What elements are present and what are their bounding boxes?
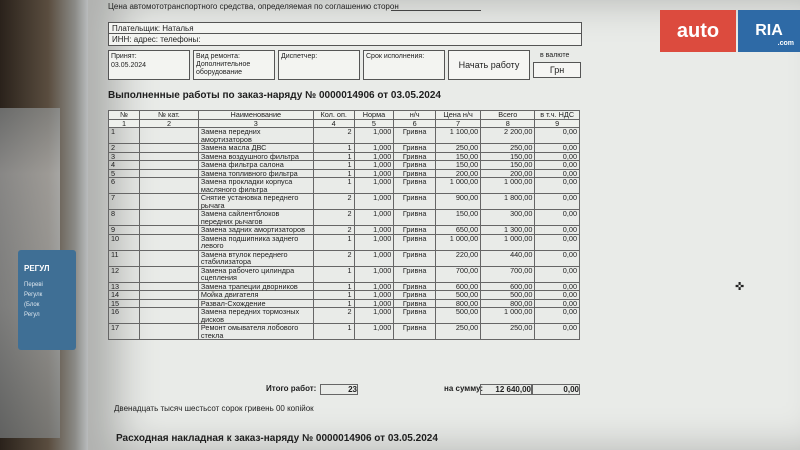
table-cell: Гривна xyxy=(394,178,436,194)
total-qty: 23 xyxy=(320,384,358,395)
table-cell: 1 000,00 xyxy=(481,308,535,324)
inn-text: ИНН: адрес: телефоны: xyxy=(112,35,201,44)
table-cell: Гривна xyxy=(394,324,436,340)
table-cell xyxy=(140,250,199,266)
table-row xyxy=(109,234,580,250)
table-cell: Гривна xyxy=(394,161,436,170)
table-cell xyxy=(140,308,199,324)
table-cell: Гривна xyxy=(394,250,436,266)
table-cell: Гривна xyxy=(394,128,436,144)
table-cell xyxy=(140,169,199,178)
table-cell: 0,00 xyxy=(535,226,580,235)
table-cell: 0,00 xyxy=(535,234,580,250)
deadline-box xyxy=(363,50,445,80)
dispatcher-box xyxy=(278,50,360,80)
table-cell: Замена фильтра салона xyxy=(198,161,313,170)
table-cell: 0,00 xyxy=(535,324,580,340)
table-cell: 800,00 xyxy=(481,299,535,308)
total-label: Итого работ: xyxy=(266,384,317,393)
table-cell xyxy=(140,152,199,161)
table-cell: 0,00 xyxy=(535,266,580,282)
table-cell: 500,00 xyxy=(435,308,480,324)
table-row xyxy=(109,152,580,161)
table-cell: 250,00 xyxy=(481,144,535,153)
table-cell: 900,00 xyxy=(435,194,480,210)
table-row xyxy=(109,128,580,144)
column-header: в т.ч. НДС xyxy=(535,111,580,120)
accepted-box xyxy=(108,50,190,80)
table-cell: 500,00 xyxy=(481,291,535,300)
table-cell xyxy=(140,194,199,210)
table-cell: 1,000 xyxy=(354,250,394,266)
table-row xyxy=(109,291,580,300)
table-cell: 1,000 xyxy=(354,226,394,235)
table-cell: 0,00 xyxy=(535,161,580,170)
table-cell xyxy=(140,210,199,226)
crosshair-cursor-icon: ✜ xyxy=(735,281,745,293)
table-cell: 1 300,00 xyxy=(481,226,535,235)
table-cell: 12 xyxy=(109,266,140,282)
promo-card xyxy=(18,250,76,350)
start-work-button[interactable]: Начать работу xyxy=(448,50,530,80)
table-cell: 2 xyxy=(109,144,140,153)
table-cell: 600,00 xyxy=(435,282,480,291)
table-cell xyxy=(140,144,199,153)
table-cell: 5 xyxy=(109,169,140,178)
table-cell: Гривна xyxy=(394,266,436,282)
table-cell: 1,000 xyxy=(354,128,394,144)
promo-line-1: Переві xyxy=(24,282,43,288)
table-cell: 11 xyxy=(109,250,140,266)
table-cell xyxy=(140,234,199,250)
table-cell: Замена трапеции дворников xyxy=(198,282,313,291)
table-cell: 1 xyxy=(313,266,354,282)
table-cell: 1 000,00 xyxy=(435,178,480,194)
table-cell xyxy=(140,324,199,340)
table-cell: 1,000 xyxy=(354,324,394,340)
table-cell: 200,00 xyxy=(481,169,535,178)
table-cell: 1 000,00 xyxy=(435,234,480,250)
table-cell: 0,00 xyxy=(535,178,580,194)
vat-total: 0,00 xyxy=(532,384,580,395)
table-row xyxy=(109,308,580,324)
table-cell: 1,000 xyxy=(354,299,394,308)
table-cell: 440,00 xyxy=(481,250,535,266)
table-cell: 15 xyxy=(109,299,140,308)
table-cell: 2 xyxy=(313,308,354,324)
table-cell: 0,00 xyxy=(535,144,580,153)
column-number: 8 xyxy=(481,119,535,128)
table-cell: 1,000 xyxy=(354,161,394,170)
currency-label: в валюте xyxy=(540,52,570,59)
sum-value: 12 640,00 xyxy=(480,384,532,395)
table-cell xyxy=(140,266,199,282)
accepted-value: 03.05.2024 xyxy=(111,62,147,69)
table-cell: 1,000 xyxy=(354,144,394,153)
table-cell: Гривна xyxy=(394,169,436,178)
table-cell: 700,00 xyxy=(481,266,535,282)
column-number: 2 xyxy=(140,119,199,128)
table-cell: Гривна xyxy=(394,291,436,300)
table-cell: 150,00 xyxy=(435,152,480,161)
table-row xyxy=(109,250,580,266)
price-line: Цена автомототранспортного средства, определяемая по соглашению сторон xyxy=(108,2,399,11)
column-number: 6 xyxy=(394,119,436,128)
repair-type-value: Дополнительное оборудование xyxy=(196,61,251,76)
table-cell: 1 000,00 xyxy=(481,234,535,250)
table-cell: Замена сайлентблоков передних рычагов xyxy=(198,210,313,226)
payer-text: Плательщик: Наталья xyxy=(112,24,194,33)
table-cell: 1,000 xyxy=(354,152,394,161)
table-cell: 0,00 xyxy=(535,152,580,161)
table-cell: 2 200,00 xyxy=(481,128,535,144)
table-cell: 1,000 xyxy=(354,291,394,300)
table-cell: 2 xyxy=(313,250,354,266)
sum-label: на сумму: xyxy=(444,384,484,393)
table-cell: 1 xyxy=(313,169,354,178)
table-cell: 300,00 xyxy=(481,210,535,226)
table-cell: 2 xyxy=(313,210,354,226)
dispatcher-label: Диспетчер: xyxy=(281,53,318,60)
table-header-row xyxy=(109,111,580,120)
table-cell: 4 xyxy=(109,161,140,170)
table-cell: 8 xyxy=(109,210,140,226)
table-cell: 1,000 xyxy=(354,169,394,178)
table-cell: 1 xyxy=(313,299,354,308)
table-row xyxy=(109,210,580,226)
table-cell: 0,00 xyxy=(535,128,580,144)
table-cell xyxy=(140,128,199,144)
table-cell: Гривна xyxy=(394,194,436,210)
column-number: 5 xyxy=(354,119,394,128)
table-cell: 0,00 xyxy=(535,308,580,324)
logo-auto-text: auto xyxy=(660,10,736,52)
table-cell: Замена воздушного фильтра xyxy=(198,152,313,161)
table-cell: 17 xyxy=(109,324,140,340)
table-cell: 1 xyxy=(313,291,354,300)
table-cell xyxy=(140,178,199,194)
table-cell: 1,000 xyxy=(354,178,394,194)
table-cell: 7 xyxy=(109,194,140,210)
repair-type-box xyxy=(193,50,275,80)
column-header: Наименование xyxy=(198,111,313,120)
table-cell: 500,00 xyxy=(435,291,480,300)
table-cell: Замена прокладки корпуса масляного фильтра xyxy=(198,178,313,194)
promo-heading: РЕГУЛ xyxy=(24,264,50,273)
table-body xyxy=(109,128,580,340)
table-cell: 150,00 xyxy=(481,161,535,170)
table-cell: 9 xyxy=(109,226,140,235)
table-cell: 2 xyxy=(313,128,354,144)
table-cell: 0,00 xyxy=(535,299,580,308)
table-cell: 700,00 xyxy=(435,266,480,282)
invoice-title: Расходная накладная к заказ-наряду № 0000014906 от 03.05.2024 xyxy=(116,433,438,444)
table-cell: Гривна xyxy=(394,282,436,291)
column-number: 3 xyxy=(198,119,313,128)
table-cell: 2 xyxy=(313,226,354,235)
table-cell xyxy=(140,282,199,291)
table-cell: Гривна xyxy=(394,299,436,308)
table-cell: 150,00 xyxy=(435,210,480,226)
table-cell: 800,00 xyxy=(435,299,480,308)
table-row xyxy=(109,266,580,282)
table-cell: Гривна xyxy=(394,144,436,153)
table-cell: 13 xyxy=(109,282,140,291)
deadline-label: Срок исполнения: xyxy=(366,53,425,60)
table-cell: 1 800,00 xyxy=(481,194,535,210)
table-row xyxy=(109,226,580,235)
table-cell: Гривна xyxy=(394,152,436,161)
table-cell: Снятие установка переднего рычага xyxy=(198,194,313,210)
table-cell: 1 xyxy=(313,324,354,340)
table-cell: 3 xyxy=(109,152,140,161)
table-cell: Замена топливного фильтра xyxy=(198,169,313,178)
promo-line-2: Регулк xyxy=(24,292,43,298)
price-underline xyxy=(391,10,481,11)
column-number: 9 xyxy=(535,119,580,128)
table-cell xyxy=(140,226,199,235)
table-cell: Замена задних амортизаторов xyxy=(198,226,313,235)
table-cell: 1 xyxy=(313,282,354,291)
table-cell: Гривна xyxy=(394,226,436,235)
table-cell: 1 xyxy=(313,178,354,194)
promo-line-3: (Блок xyxy=(24,302,40,308)
column-header: Всего xyxy=(481,111,535,120)
table-cell: 16 xyxy=(109,308,140,324)
column-number: 4 xyxy=(313,119,354,128)
table-cell: 1 000,00 xyxy=(481,178,535,194)
accepted-label: Принят: xyxy=(111,53,137,60)
column-header: Кол. оп. xyxy=(313,111,354,120)
table-cell: 0,00 xyxy=(535,282,580,291)
table-cell: 150,00 xyxy=(481,152,535,161)
table-cell: Гривна xyxy=(394,308,436,324)
table-cell: 1,000 xyxy=(354,234,394,250)
table-cell: Замена масла ДВС xyxy=(198,144,313,153)
table-cell: 1,000 xyxy=(354,194,394,210)
table-cell: 250,00 xyxy=(435,324,480,340)
table-cell: 0,00 xyxy=(535,194,580,210)
table-cell: 2 xyxy=(313,194,354,210)
table-row xyxy=(109,194,580,210)
table-row xyxy=(109,178,580,194)
column-header: № кат. xyxy=(140,111,199,120)
table-cell: 1,000 xyxy=(354,210,394,226)
table-cell: 200,00 xyxy=(435,169,480,178)
promo-line-4: Регул xyxy=(24,312,40,318)
table-cell: Замена подшипника заднего левого xyxy=(198,234,313,250)
table-cell: Замена передних амортизаторов xyxy=(198,128,313,144)
logo-ria-sub: .com xyxy=(777,40,794,47)
works-title: Выполненные работы по заказ-наряду № 0000014906 от 03.05.2024 xyxy=(108,90,441,101)
table-cell: Замена передних тормозных дисков xyxy=(198,308,313,324)
table-cell: Замена рабочего цилиндра сцепления xyxy=(198,266,313,282)
table-cell: Замена втулок переднего стабилизатора xyxy=(198,250,313,266)
table-cell: 1 xyxy=(313,144,354,153)
table-cell: 1 xyxy=(313,161,354,170)
logo-ria-word: RIA xyxy=(755,22,783,39)
table-cell: 0,00 xyxy=(535,291,580,300)
table-cell: 250,00 xyxy=(481,324,535,340)
table-cell: 1 xyxy=(313,234,354,250)
table-row xyxy=(109,282,580,291)
inn-row xyxy=(108,33,582,46)
table-row xyxy=(109,144,580,153)
table-cell: 1 xyxy=(109,128,140,144)
table-cell: Ремонт омывателя лобового стекла xyxy=(198,324,313,340)
table-cell: 0,00 xyxy=(535,210,580,226)
table-cell: 0,00 xyxy=(535,250,580,266)
works-table xyxy=(108,110,580,340)
table-cell: 6 xyxy=(109,178,140,194)
table-cell: 0,00 xyxy=(535,169,580,178)
logo-ria-text xyxy=(738,10,800,52)
table-cell: Гривна xyxy=(394,234,436,250)
table-cell xyxy=(140,161,199,170)
table-cell: 650,00 xyxy=(435,226,480,235)
column-header: Норма xyxy=(354,111,394,120)
column-header: Цена н/ч xyxy=(435,111,480,120)
autoria-logo xyxy=(660,10,800,52)
table-cell: 1 100,00 xyxy=(435,128,480,144)
table-cell xyxy=(140,291,199,300)
column-header: № xyxy=(109,111,140,120)
table-cell: 250,00 xyxy=(435,144,480,153)
amount-in-words: Двенадцать тысяч шестьсот сорок гривень 00 копійок xyxy=(114,404,314,413)
table-row xyxy=(109,324,580,340)
table-cell: 600,00 xyxy=(481,282,535,291)
column-header: н/ч xyxy=(394,111,436,120)
table-cell: 1 xyxy=(313,152,354,161)
monitor-screen xyxy=(88,0,800,450)
currency-select[interactable]: Грн xyxy=(533,62,581,78)
repair-type-label: Вид ремонта: xyxy=(196,53,240,60)
table-cell: Гривна xyxy=(394,210,436,226)
table-cell: 1,000 xyxy=(354,282,394,291)
table-cell: 1,000 xyxy=(354,266,394,282)
table-cell: 14 xyxy=(109,291,140,300)
table-cell: 150,00 xyxy=(435,161,480,170)
table-cell: Развал-Схождение xyxy=(198,299,313,308)
table-cell: 10 xyxy=(109,234,140,250)
table-row xyxy=(109,161,580,170)
column-number: 1 xyxy=(109,119,140,128)
table-cell xyxy=(140,299,199,308)
column-number: 7 xyxy=(435,119,480,128)
table-cell: Мойка двигателя xyxy=(198,291,313,300)
table-cell: 1,000 xyxy=(354,308,394,324)
table-cell: 220,00 xyxy=(435,250,480,266)
